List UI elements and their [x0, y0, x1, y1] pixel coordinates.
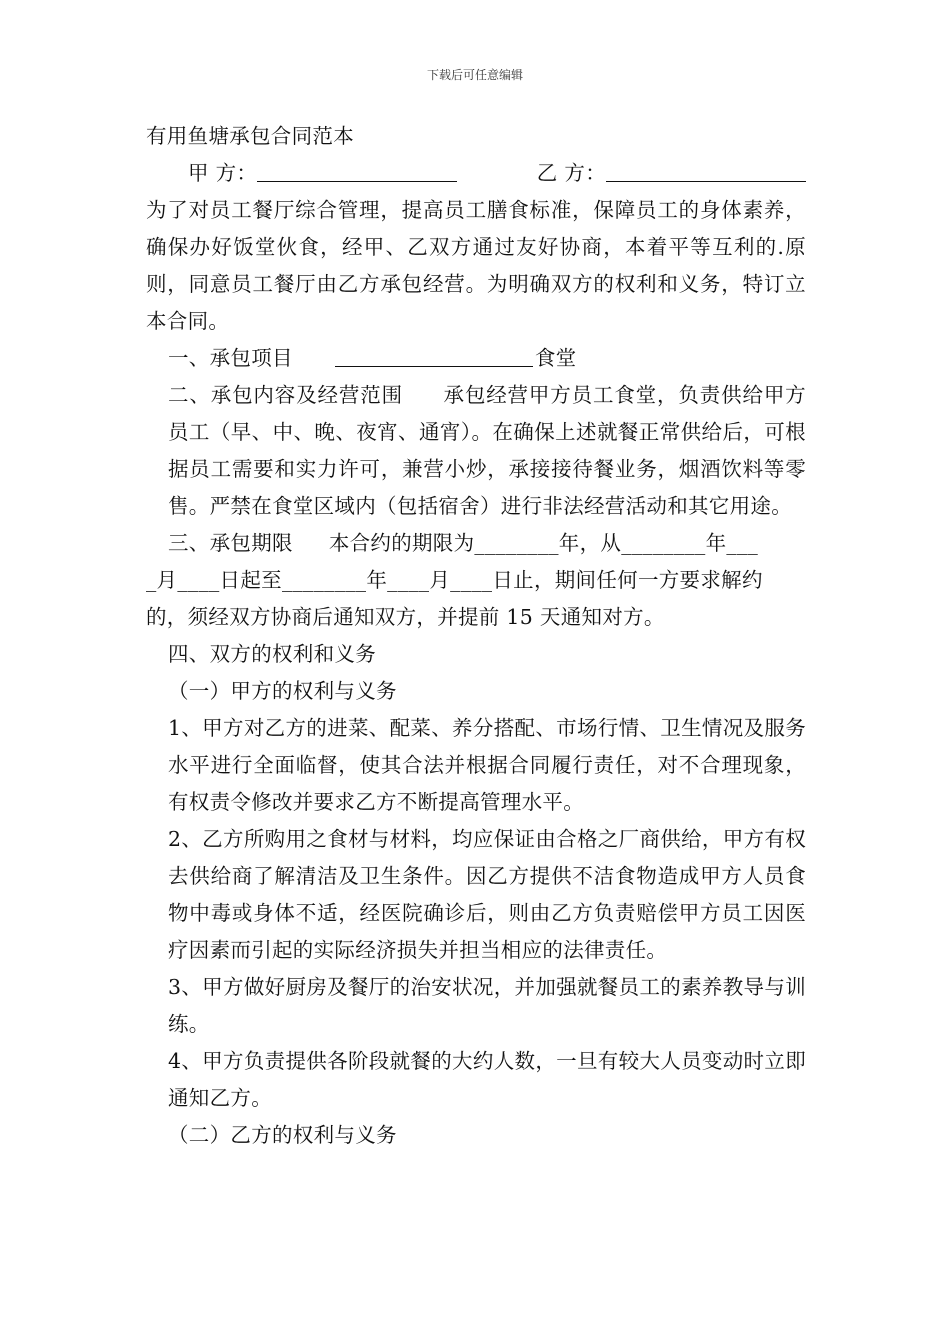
contract-title: 有用鱼塘承包合同范本	[146, 124, 354, 148]
section1-suffix: 食堂	[534, 346, 577, 370]
section3-line3: 的，须经双方协商后通知双方，并提前 15 天通知对方。	[146, 605, 665, 629]
section1-blank	[335, 344, 533, 367]
item4-paragraph: 4、甲方负责提供各阶段就餐的大约人数，一旦有较大人员变动时立即通知乙方。	[168, 1049, 806, 1110]
section1-label: 一、承包项目	[168, 346, 293, 370]
header-note: 下载后可任意编辑	[426, 68, 523, 82]
party-b	[537, 155, 806, 192]
section2-text: 承包经营甲方员工食堂，负责供给甲方员工（早、中、晚、夜宵、通宵）。在确保上述就餐正常供给后，可根据员工需要和实力许可，兼营小炒，承接接待餐业务，烟酒饮料等零售。严禁在食堂区域内（包括宿舍）进行非法经营活动和其它用途。	[168, 383, 806, 518]
section3-line1	[146, 525, 806, 562]
party-a-label: 甲 方：	[188, 161, 258, 185]
intro-paragraph: 为了对员工餐厅综合管理，提高员工膳食标准，保障员工的身体素养，确保办好饭堂伙食，经甲、乙双方通过友好协商，本着平等互利的.原则，同意员工餐厅由乙方承包经营。为明确双方的权利和义务，特订立本合同。	[146, 198, 806, 333]
section3-text-1: 本合约的期限为________年，从________年___	[328, 531, 759, 555]
item3-paragraph: 3、甲方做好厨房及餐厅的治安状况，并加强就餐员工的素养教导与训练。	[168, 975, 806, 1036]
subsection2-heading: （二）乙方的权利与义务	[168, 1123, 397, 1147]
section1-line	[146, 340, 806, 377]
party-a-blank	[257, 159, 457, 182]
parties-line	[146, 155, 806, 192]
section4-heading: 四、双方的权利和义务	[168, 642, 376, 666]
party-b-label: 乙 方：	[536, 161, 606, 185]
party-a	[188, 155, 537, 192]
section2-paragraph	[146, 377, 806, 525]
section3-line2: _月____日起至________年____月____日止，期间任何一方要求解约	[146, 568, 763, 592]
section2-label: 二、承包内容及经营范围	[168, 383, 403, 407]
subsection1-heading: （一）甲方的权利与义务	[168, 679, 397, 703]
item1-paragraph: 1、甲方对乙方的进菜、配菜、养分搭配、市场行情、卫生情况及服务水平进行全面临督，使其合法并根据合同履行责任，对不合理现象，有权责令修改并要求乙方不断提高管理水平。	[168, 716, 806, 814]
section3-label: 三、承包期限	[168, 531, 293, 555]
contract-body	[146, 118, 806, 1154]
item2-paragraph: 2、乙方所购用之食材与材料，均应保证由合格之厂商供给，甲方有权去供给商了解清洁及卫生条件。因乙方提供不洁食物造成甲方人员食物中毒或身体不适，经医院确诊后，则由乙方负责赔偿甲方员工因医疗因素而引起的实际经济损失并担当相应的法律责任。	[168, 827, 806, 962]
party-b-blank	[606, 159, 806, 182]
